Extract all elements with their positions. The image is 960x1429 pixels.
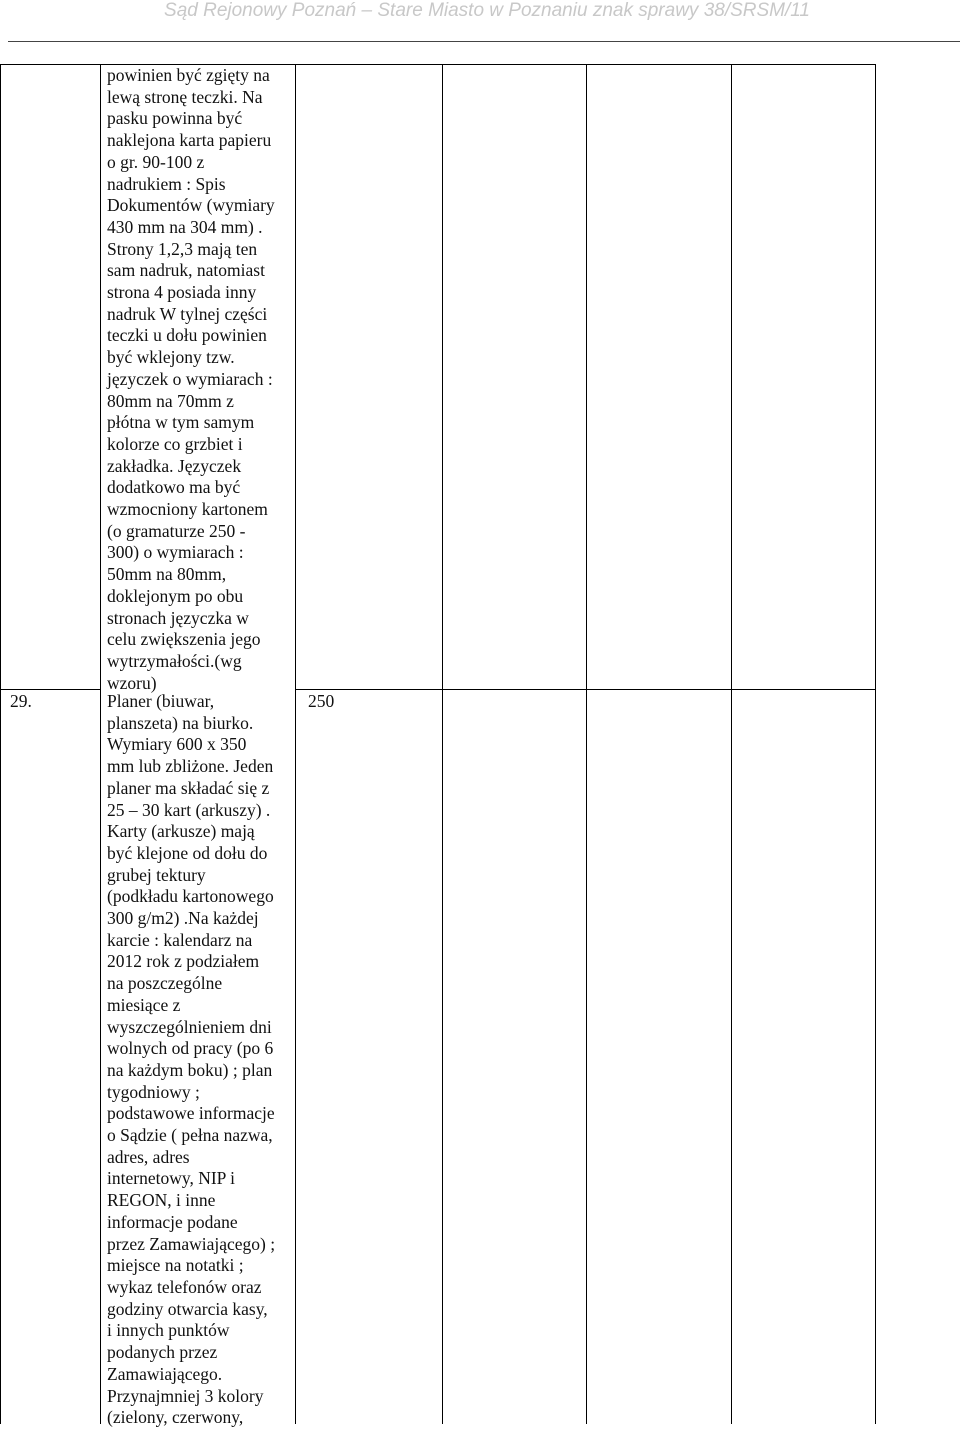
col-border-6 (875, 64, 876, 1424)
row-separator-right (295, 689, 875, 690)
header-title: Sąd Rejonowy Poznań – Stare Miasto w Poznaniu znak sprawy 38/SRSM/11 (164, 0, 810, 21)
row-description: powinien być zgięty na lewą stronę teczki. Na pasku powinna być naklejona karta papieru o gr. 90-100 z nadrukiem : Spis Dokumentów (wymiary 430 mm na 304 mm) . Strony 1,2,3 mają ten sam nadruk, natomiast strona 4 posiada inny nadruk W tylnej części teczki u dołu powinien być wklejony tzw. języczek o wymiarach : 80mm na 70mm z płótna w tym samym kolorze co grzbiet i zakładka. Języczek dodatkowo ma być wzmocniony kartonem (o gramaturze 250 - 300) o wymiarach : 50mm na 80mm, doklejonym po obu stronach języczka w celu zwiększenia jego wytrzymałości.(wg wzoru) (107, 65, 275, 693)
row-quantity: 250 (308, 691, 335, 711)
header-divider (8, 41, 960, 42)
page-header (0, 0, 960, 30)
col-border-1 (100, 64, 101, 1424)
col-border-4 (586, 64, 587, 1424)
col-border-0 (0, 64, 1, 1424)
col-border-5 (731, 64, 732, 1424)
col-border-3 (442, 64, 443, 1424)
row-separator-number (0, 689, 100, 690)
col-border-2 (295, 64, 296, 1424)
row-description: Planer (biuwar, planszeta) na biurko. Wymiary 600 x 350 mm lub zbliżone. Jeden planer ma składać się z 25 – 30 kart (arkuszy) . Karty (arkusze) mają być klejone od dołu do grubej tektury (podkładu kartonowego 300 g/m2) .Na każdej karcie : kalendarz na 2012 rok z podziałem na poszczególne miesiące z wyszczególnieniem dni wolnych od pracy (po 6 na każdym boku) ; plan tygodniowy ; podstawowe informacje o Sądzie ( pełna nazwa, adres, adres internetowy, NIP i REGON, i inne informacje podane przez Zamawiającego) ; miejsce na notatki ; wykaz telefonów oraz godziny otwarcia kasy, i innych punktów podanych przez Zamawiającego. Przynajmniej 3 kolory (zielony, czerwony, (107, 691, 276, 1428)
row-number: 29. (10, 691, 32, 711)
